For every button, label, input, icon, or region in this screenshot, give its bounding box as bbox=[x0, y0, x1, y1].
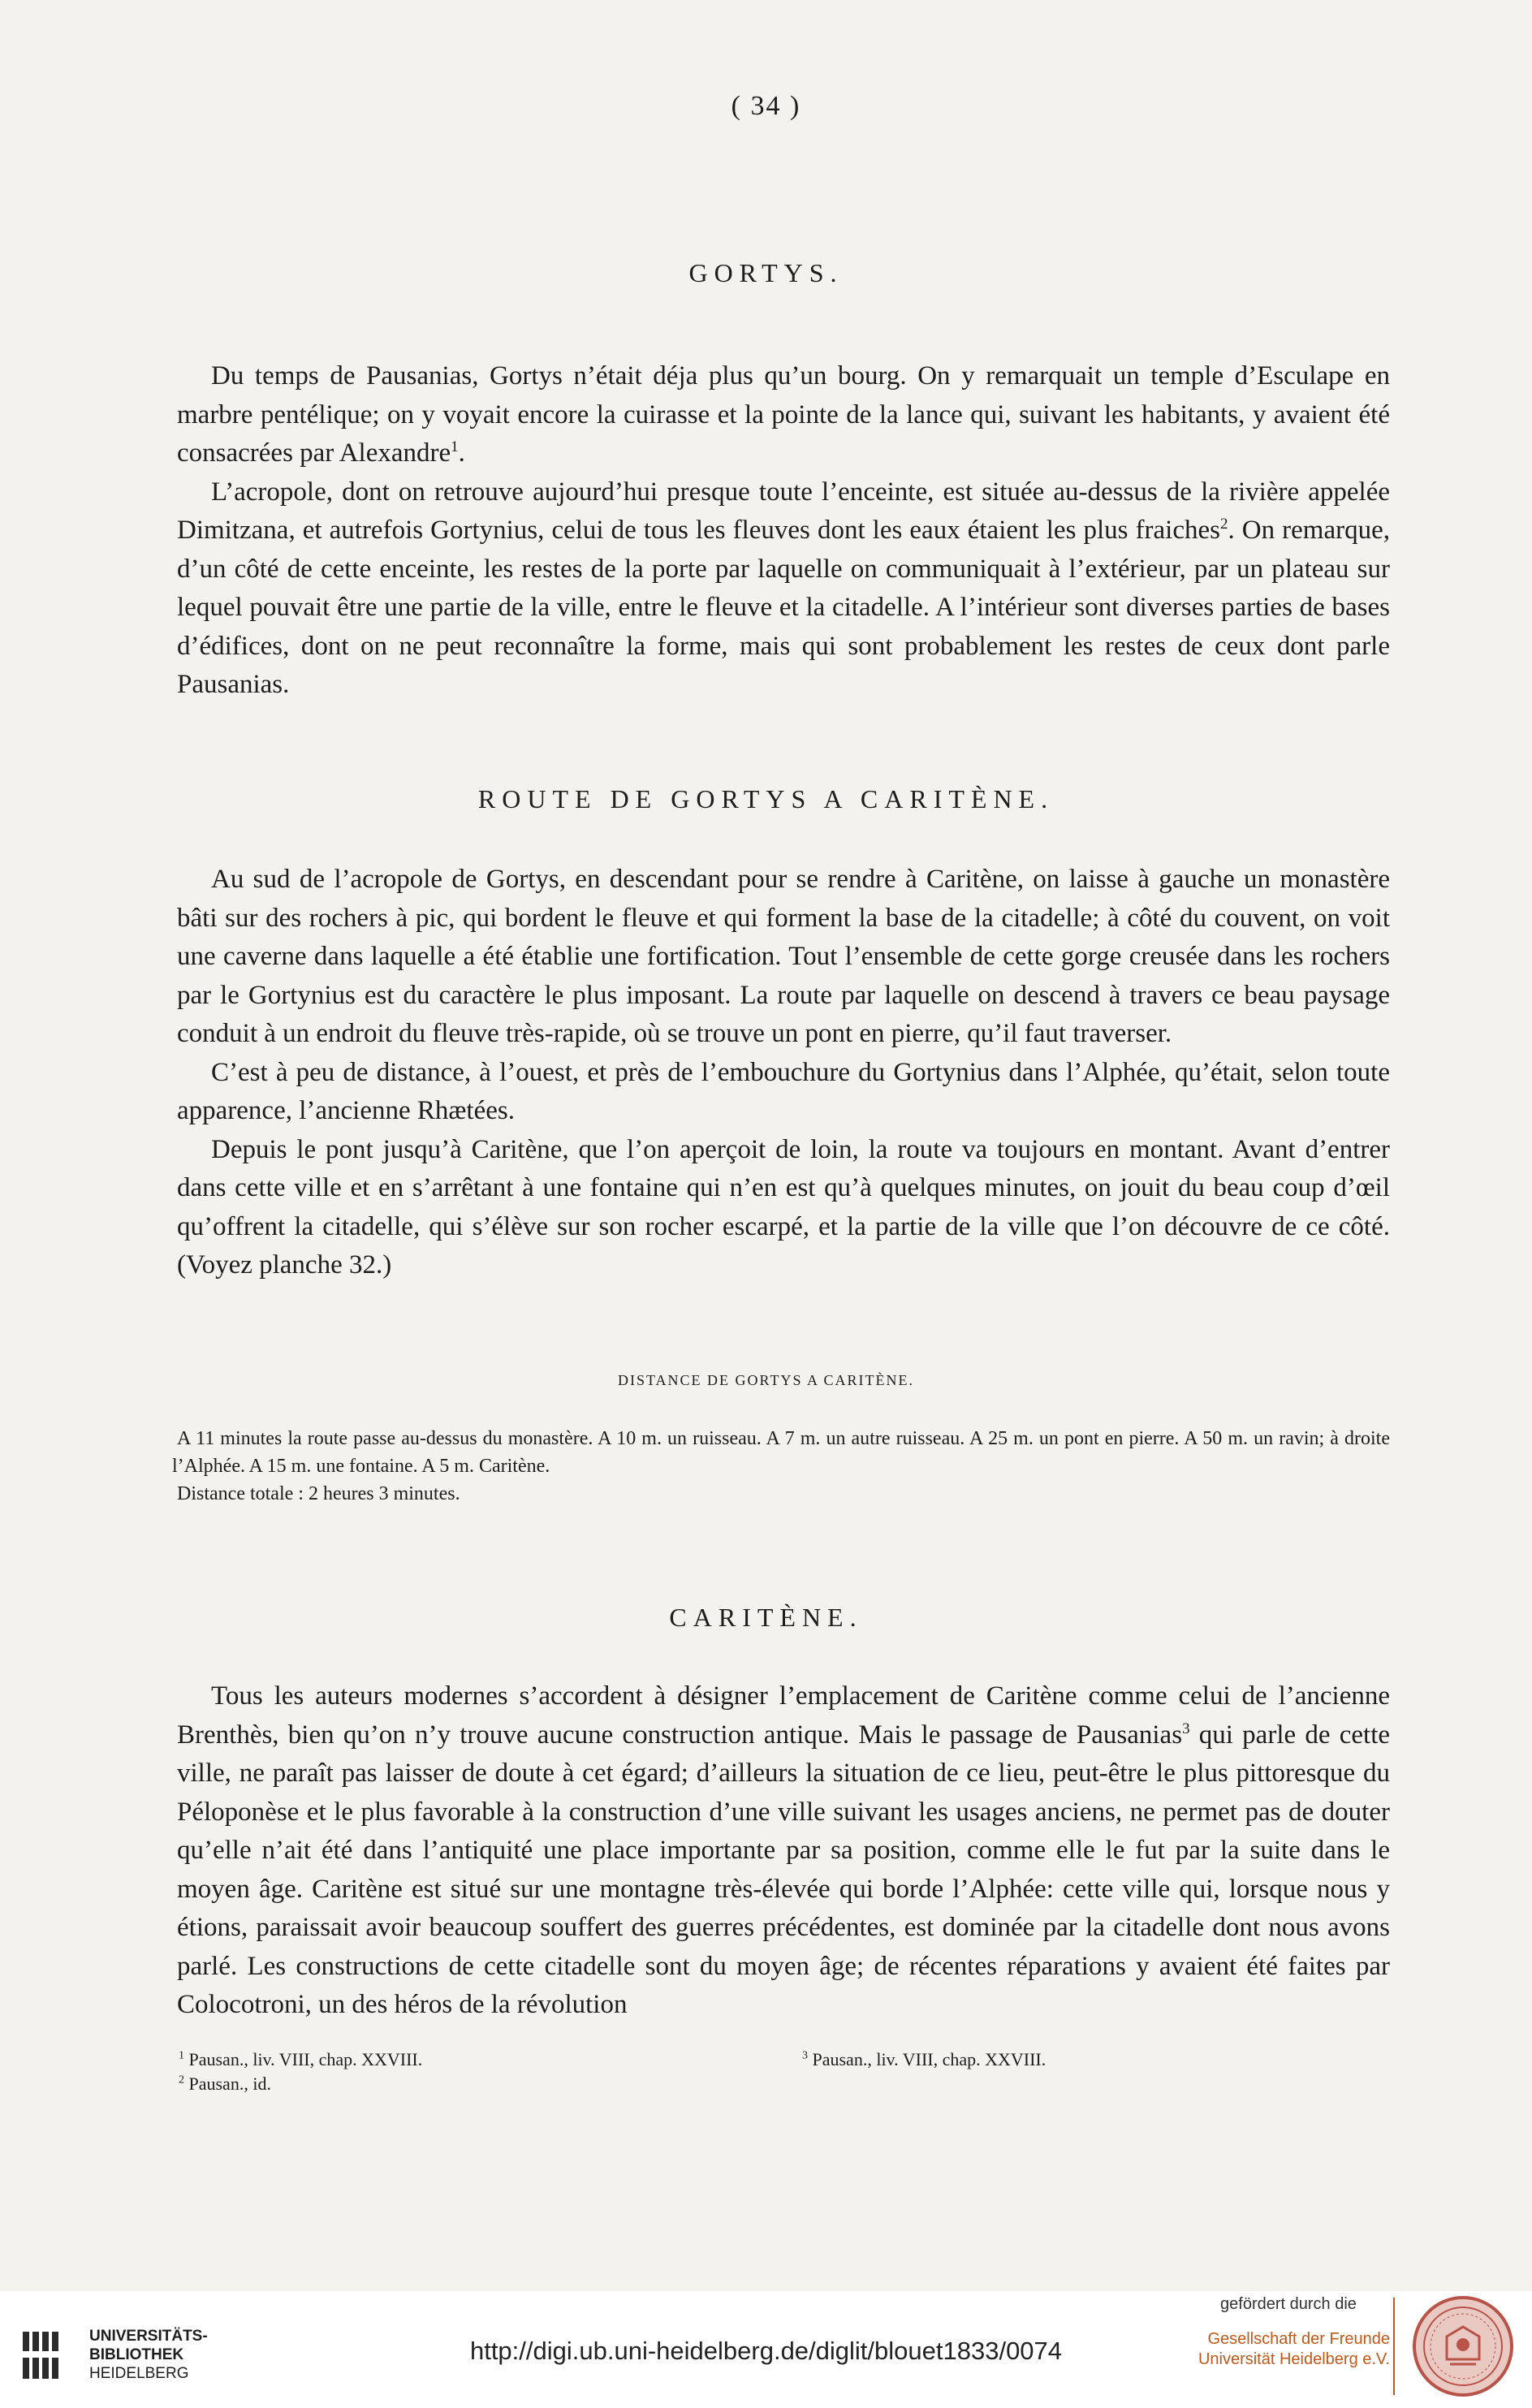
footnote-text: Pausan., liv. VIII, chap. XXVIII. bbox=[188, 2049, 423, 2069]
paragraph bbox=[177, 1677, 1390, 2025]
sponsor-org-line: Gesellschaft der Freunde bbox=[1207, 2330, 1390, 2348]
distance-title: DISTANCE DE GORTYS A CARITÈNE. bbox=[618, 1372, 914, 1388]
page-number: ( 34 ) bbox=[731, 91, 801, 121]
paragraph-text: qui parle de cette ville, ne paraît pas laisser de doute à cet égard; d’ailleurs la situation de ce lieu, peut-être le plus pittoresque du Péloponèse et le plus favorable à la construction d’une ville suivant les usages anciens, ne permet pas de douter qu’elle n’ait été dans l’antiquité une place importante par sa position, comme elle le fut par la suite dans le moyen âge. Caritène est situé sur une montagne très-élevée qui borde l’Alphée: cette ville qui, lorsque nous y étions, paraissait avoir beaucoup souffert des guerres précédentes, est dominée par la citadelle dont nous avons parlé. Les constructions de cette citadelle sont du moyen âge; de récentes réparations y avaient été faites par Colocotroni, un des héros de la révolution bbox=[177, 1720, 1391, 2019]
distance-block bbox=[172, 1425, 1390, 1508]
footnote-text: Pausan., id. bbox=[188, 2074, 271, 2094]
distance-total: Distance totale : 2 heures 3 minutes. bbox=[177, 1483, 460, 1504]
paragraph-text: . bbox=[458, 438, 465, 468]
footnote bbox=[179, 2072, 422, 2096]
section-title-caritene: CARITÈNE. bbox=[669, 1603, 863, 1632]
library-name-line: UNIVERSITÄTS- bbox=[89, 2328, 208, 2345]
paragraph: Depuis le pont jusqu’à Caritène, que l’on aperçoit de loin, la route va toujours en montant. Avant d’entrer dans cette ville et en s’arrêtant à une fontaine qui n’en est qu’à quelques minutes, on jouit du beau coup d’œil qu’offrent la citadelle, qui s’élève sur son rocher escarpé, et la partie de la ville que l’on découvre de ce côté. (Voyez planche 32.) bbox=[177, 1134, 1390, 1280]
distance-text: A 11 minutes la route passe au-dessus du monastère. A 10 m. un ruisseau. A 7 m. un autre ruisseau. A 25 m. un pont en pierre. A 50 m. un ravin; à droite l’Alphée. A 15 m. une fontaine. A 5 m. Caritène. bbox=[172, 1428, 1390, 1477]
library-name-line: BIBLIOTHEK bbox=[89, 2346, 184, 2363]
university-seal-icon bbox=[1411, 2294, 1515, 2398]
source-url-link[interactable]: http://digi.ub.uni-heidelberg.de/diglit/blouet1833/0074 bbox=[469, 2337, 1063, 2365]
footnotes-left bbox=[179, 2048, 422, 2096]
footnote bbox=[802, 2048, 1046, 2072]
route-body bbox=[177, 861, 1390, 1285]
paragraph-text: Du temps de Pausanias, Gortys n’était déja plus qu’un bourg. On y remarquait un temple d’Esculape en marbre pentélique; on y voyait encore la cuirasse et la pointe de la lance qui, suivant les habitants, y avaient été consacrées par Alexandre bbox=[177, 361, 1390, 468]
paragraph-text: . On remarque, d’un côté de cette enceinte, les restes de la porte par laquelle on communiquait à l’extérieur, par un plateau sur lequel pouvait être une partie de la ville, entre le fleuve et la citadelle. A l’intérieur sont diverses parties de bases d’édifices, dont on ne peut reconnaître la forme, mais qui sont probablement les restes de ceux dont parle Pausanias. bbox=[177, 516, 1391, 699]
sponsor-org-line: Universität Heidelberg e.V. bbox=[1198, 2350, 1390, 2368]
footnotes-right bbox=[802, 2048, 1046, 2072]
footnote-number: 3 bbox=[802, 2049, 808, 2062]
caritene-body bbox=[177, 1677, 1390, 2025]
paragraph-text: Tous les auteurs modernes s’accordent à désigner l’emplacement de Caritène comme celui de l’ancienne Brenthès, bien qu’on n’y trouve aucune construction antique. Mais le passage de Pausanias bbox=[177, 1681, 1390, 1750]
library-name-line: HEIDELBERG bbox=[89, 2365, 189, 2382]
footnote-number: 2 bbox=[179, 2074, 184, 2087]
footnote-ref: 1 bbox=[451, 438, 459, 455]
footnote-number: 1 bbox=[179, 2049, 184, 2062]
paragraph bbox=[177, 357, 1390, 473]
paragraph bbox=[177, 473, 1390, 705]
paragraph: C’est à peu de distance, à l’ouest, et près de l’embouchure du Gortynius dans l’Alphée, qu’était, selon toute apparence, l’ancienne Rhætées. bbox=[177, 1057, 1390, 1125]
sponsor-block bbox=[1187, 2294, 1390, 2370]
footnote-ref: 2 bbox=[1219, 516, 1228, 533]
paragraph: Au sud de l’acropole de Gortys, en descendant pour se rendre à Caritène, on laisse à gauche un monastère bâti sur des rochers à pic, qui bordent le fleuve et qui forment la base de la citadelle; à côté du couvent, on voit une caverne dans laquelle a été établie une fortification. Tout l’ensemble de cette gorge creusée dans les rochers par le Gortynius est du caractère le plus imposant. La route par laquelle on descend à travers ce beau paysage conduit à un endroit du fleuve très-rapide, où se trouve un pont en pierre, qu’il faut traverser. bbox=[177, 865, 1390, 1048]
section-title-gortys: GORTYS. bbox=[688, 258, 844, 287]
paragraph-text: L’acropole, dont on retrouve aujourd’hui presque toute l’enceinte, est située au-dessus de la rivière appelée Dimitzana, et autrefois Gortynius, celui de tous les fleuves dont les eaux étaient les plus fraiches bbox=[177, 477, 1390, 545]
sponsor-divider bbox=[1393, 2298, 1395, 2395]
footnote-ref: 3 bbox=[1182, 1720, 1190, 1737]
footnote bbox=[179, 2048, 422, 2072]
section-title-route: ROUTE DE GORTYS A CARITÈNE. bbox=[477, 784, 1055, 813]
footnote-text: Pausan., liv. VIII, chap. XXVIII. bbox=[812, 2049, 1047, 2069]
sponsor-intro: gefördert durch die bbox=[1220, 2295, 1357, 2313]
gortys-body bbox=[177, 357, 1390, 705]
